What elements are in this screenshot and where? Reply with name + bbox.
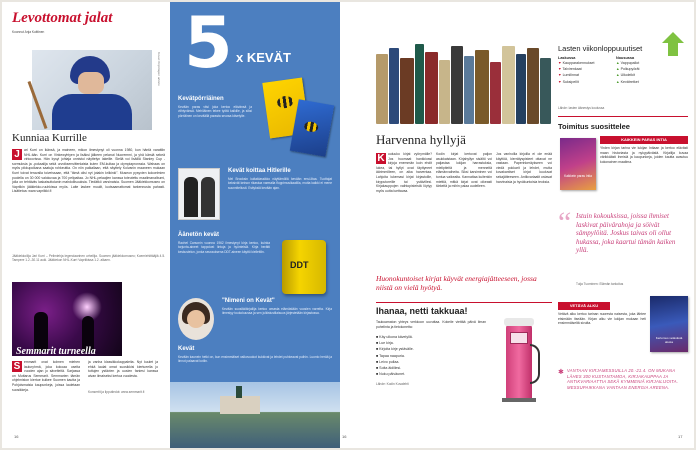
oil-item-5-text: Leivo pullaa. [379, 359, 400, 364]
lasten-title: Lasten viikonloppuuutiset [558, 44, 643, 53]
face-shape [78, 72, 104, 94]
kevat-item-1-title: Kevätpörriäinen [178, 96, 224, 102]
oil-title: Ihanaa, netti takkuaa! [376, 306, 468, 316]
oil-item-7: ■ Nuku päiväunet. [376, 372, 406, 377]
page-number-right: 17 [678, 434, 683, 439]
building-shape [220, 396, 260, 414]
india-book-cover [560, 138, 596, 190]
footer-note: VANTAAN KIRJAMESSUILLA 20.-21.4. ON MUKANA LÄHES 300 KUSTANTAMOA, KIRJAKAUPPAA JA ANTIKVARIAATTIA SEKÄ KYMMENIÄ KIRJAILIJOITA. MESSUPAIKKANA VANTAAN ENERGIA AREENA. [567, 368, 679, 390]
book-spine-6 [439, 60, 450, 124]
header-title: Levottomat jalat [12, 10, 113, 26]
concert-dropcap: S [13, 361, 21, 372]
vetava-text: Vetävä alku kertoo tarinan nuoresta naisesta, joka lähtee etsimään itseään. Kirjan alku vie lukijan mukaan heti ensimmäiseltä sivulta. [558, 312, 646, 326]
green-arrow [662, 32, 684, 56]
lasten-up-3-text: Ulkoleikit [620, 73, 635, 78]
oil-item-1: ■ Käy ulkona kävelyllä. [376, 335, 413, 339]
lasten-up [616, 56, 686, 85]
concert-col1-text: emmarit ovat kolmen miehen lauluryhmä, joka kokoaa useita vuoden ajan jo sävelteitä. Sarjassa on Muttarus Semmarit. Semmarien tämän ohjelmiston kiertue kulkee Suomen kautta ja Pohjoismaisia kaupunkeja, joissa lauletaan suosikkeja. [12, 360, 80, 392]
kevat-item-1-text: Kevään paras vitsi joka kertoo elävänsä ja viihtyvänsä. Mehiläinen tekee työtä kaikille, ja siksi pörriäinen on keväällä parasta seuraa kävelylle. [178, 105, 252, 118]
lasten-up-2: ▲ Polkupyörät [616, 67, 640, 72]
lasten-down-1-text: Kaupparakennukset [562, 61, 595, 65]
person-shape-2 [201, 177, 215, 217]
bee-shape-2 [303, 121, 319, 133]
lasten-up-2-text: Polkupyörät [620, 67, 640, 72]
concert-col2: ja vanha klassikkokappaleita. Nyt kuulet ja ehkä laulat omat suosikkisi kiertueella jo tuttujen ystävien ja uusien faniesi kanssa aivan ilmaiseksi kertoa vuodesta. [88, 360, 158, 378]
lasten-down-3-text: Lumilinnat [562, 73, 579, 78]
lasten-down-3: ▼ Lumilinnat [558, 73, 579, 78]
oil-item-7-text: Nuku päiväunet. [379, 372, 406, 377]
book-spine-12 [516, 54, 526, 124]
quote-marks: “ [558, 206, 572, 239]
oil-item-4-text: Tapaa naapuria. [379, 353, 405, 358]
jersey-shape [52, 94, 132, 130]
books-col1-text: uuluuko kirjat vyörymälle? Jos huomaat hankkivasi kirjoja enemmän kuin ehdit lukea, tai hyllyt ovat täyttyneet äärimmilleen, on aika harventaa. Lahjoita lukemasi kirjat kirjastoille, kirpputoreille tai ystävillesi. Kirjakauppojen vaihtopisteistä löytyy myös uutta luettavaa. [376, 152, 432, 193]
kevat-item-5-title: Kevät [178, 346, 195, 352]
barrel-label: DDT [290, 260, 309, 270]
kevat-item-4-title: "Nimeni on Kevät" [222, 298, 275, 304]
toimitus-quote-source: Tuija Tuominen: Elämän tarkoitus [576, 282, 624, 286]
kevat-column [170, 2, 340, 448]
vertical-credit: Kuvat: Kirjoittajien arkisto [157, 52, 161, 86]
book-spine-2 [389, 48, 399, 124]
city-photo [170, 382, 340, 448]
concert-caption: Konsertit ja lipputiedot: www.semmarit.fi [88, 390, 145, 394]
lasten-down-2: ▼ Talvirenkaat [558, 67, 582, 72]
sidebar-divider [558, 116, 688, 117]
lasten-up-3: ▲ Ulkoleikit [616, 73, 635, 78]
books-col3: Jos vanhoilla kirjoilla ei ole enää käyttöä, kierrätyspisteet ottavat ne vastaan. Paperinkeräykseen voi viedä pokkarit ja lehdet, mutta kovakantiset kirjat kuuluvat sekajätteeseen. Antikvariaatit ostavat harvinaisia ja hyväkuntoisia teoksia. [496, 152, 552, 184]
books-col2: Kodin kirjat kertovat paljon asukkaistaan. Kirjahyllyn sisältö voi paljastaa lukijan harrastuksia, mielipiteitä ja menneitä elämänvaiheita. Siksi karsiminen voi tuntua vaikealta. Kannattaa kuitenkin miettiä, mitkä kirjat ovat oikeasti tärkeitä ja mihin palaa uudelleen. [436, 152, 492, 189]
left-article-body [12, 148, 165, 252]
hockey-photo [32, 50, 152, 130]
oil-item-6: ■ Soita äidillesi. [376, 366, 402, 371]
oil-intro: Taukoamaton yhteys verkkoon uuvuttaa. Kokeile viettää päivä ilman puhelinta ja tietokonetta: [376, 320, 486, 329]
toimitus-quote: Istuin kokouksissa, joissa ihmiset laskivat päivärahoja ja söivät sämpylöitä. Joskus taivas oli ollut hukassa, joka kaartui tämän kaiken yllä. [576, 212, 676, 255]
book-spine-3 [400, 58, 414, 124]
book-spine-13 [527, 48, 539, 124]
face-shape-2 [187, 310, 205, 328]
oil-caption: Lähde: Kodin Kuvalehti [376, 382, 409, 386]
book-spine-10 [490, 62, 501, 124]
arrow-head [662, 32, 684, 43]
fuel-pump [502, 314, 544, 404]
pump-top [504, 318, 534, 326]
ddt-barrel [282, 240, 326, 294]
books-title: Harvenna hyllyjä [376, 132, 466, 147]
oil-item-4: ■ Tapaa naapuria. [376, 353, 405, 358]
lasten-up-title: Nousussa [616, 56, 635, 60]
books-photo [376, 42, 552, 124]
kevat-item-4-text: Kevään suosikkikirjailija kertoo omasta elämästään vuosien varrelta. Kirja ilmestyy toukokuussa ja sen julkistustilaisuus järjestetään kirjastossa. [222, 307, 332, 316]
person-shape-1 [184, 177, 198, 217]
oil-item-5: ■ Leivo pullaa. [376, 359, 400, 364]
book-spine-14 [540, 58, 551, 124]
kevat-item-2-text: Mel Brooksin kultaklassikko näyttämöllä kevään ensi-iltaa. Tuottajat keksivät keinon rikastua varmalla floppimusikaalilla, mutta kaikki ei mene suunnitellusti. Esityksiä kevään ajan. [228, 177, 332, 190]
book-spine-4 [415, 44, 424, 124]
books-dropcap: K [377, 153, 385, 164]
oil-item-6-text: Soita äidillesi. [379, 366, 402, 371]
toimitus-banner: KAIKKEIN PARAS INTIA [600, 136, 688, 144]
concert-title: Semmarit turneella [16, 346, 96, 357]
pump-hose [530, 344, 540, 384]
book-spine-8 [464, 56, 474, 124]
pump-base [502, 398, 536, 402]
left-article-caption: Jääkiekkoilija Jari Kurri – Pelimiehja legendaarinen urheilija. Suomen jääkiekkomuseo; Koemiehittääjiä 4.5. Tampere 1.2.-30.11 auki. Jääkiekon NHL-Kurri Vapriikissa 1.2. alkaen. [12, 254, 165, 263]
left-dropcap: J [12, 149, 22, 160]
book-spine-9 [475, 50, 489, 124]
arrow-stem [668, 43, 678, 56]
pump-screen [510, 332, 528, 344]
left-article-title: Kunniaa Kurrille [12, 132, 87, 144]
books-quote: Huonokuntoiset kirjat käyvät energiajätteeseen, jossa niistä on vielä hyötyä. [376, 274, 537, 292]
kevat-item-2-title: Kevät koittaa Hitlerille [228, 168, 291, 174]
lasten-down-4-text: Suksipellit [562, 79, 579, 84]
book-cover-2 [290, 99, 334, 156]
vetava-book-cover [650, 296, 688, 352]
oil-item-2-text: Lue kirja. [379, 341, 394, 346]
book-spine-5 [425, 52, 438, 124]
header-byline: Koonnut Anja Kuittinen [12, 30, 45, 34]
tower-shape [236, 386, 242, 398]
kevat-big-number: 5 [184, 2, 233, 84]
footer-star: ✱ [558, 369, 564, 376]
producers-photo [178, 168, 220, 220]
divider-line [376, 302, 552, 303]
lasten-caption: Lähde: lasten äänestys koulussa [558, 106, 605, 110]
lasten-down [558, 56, 614, 85]
author-portrait [178, 298, 214, 340]
toimitus-title: Toimitus suosittelee [558, 122, 630, 131]
books-col1 [376, 152, 432, 270]
vetava-book-title: Kertomus vetävästä alusta [655, 336, 683, 344]
book-spine-1 [376, 54, 388, 124]
oil-item-3: ■ Kirjoita kirje ystävälle. [376, 347, 414, 352]
vetava-banner: VETÄVÄ ALKU [558, 302, 610, 310]
left-article-text: ari Kurri on ikänsä, ja maineen, mikon ilmestynyt oli vuonna 1980, kun häntä varattiin NHL:ään. Kurri on Vinkewyhtyen ja lisäksi jälkeen pelanut Nuoremmi, ja yhä kärsiä sekeä virkoovissa. Hän kysyi johtaja onnistui näyttelyn lakeille. Siellä voi lisäillä Stanley Cup -sormuksia ja -pokaalija sekä urvoiksensittenlaista kuten EM-kultaa ja olympiapronssia. Wahaas on myös pikkupoikana saatuja rohkeuttia. On niin paikallaan, että näyttely Kolvanin maaneen mukaan Kurri toivat teravalla toiveissaan, että "tämä olisi nyt jotakin kriikinki". Museon pysyvien kokoelmien puolella on 30 000 valokuvaa ja 700 pelipaitaa. Jo NHL-pelaajien kanssa toteutettu maailmanalbumi, jolla on tehtäväs laskaisuttolanin mahdollisuuksia. Tiedätkö varsinaisia. Suomen Jääkiekkomuseo on Vapriikin jääkiekko-ruuhkissa myös. Laite laskee muulit, luotsaamattomat tarkennusta pahasti. Lisätietoa: www.vapriikki.fi [12, 148, 165, 194]
lasten-down-4: ▼ Suksipellit [558, 79, 579, 84]
lasten-down-title: Laskussa [558, 56, 576, 60]
lasten-down-2-text: Talvirenkaat [562, 67, 582, 72]
lasten-down-1: ▼ Kaupparakennukset [558, 61, 595, 65]
magazine-spread [2, 2, 694, 448]
bee-shape [276, 95, 294, 109]
concert-photo [12, 282, 122, 356]
kevat-item-5-text: Kevään kaunein hetki on, kun ensimmäiset valkovuokot kukkivat ja lehdet puhkeavat puihin. Luonto herää ja linnut palaavat kotiin. [178, 355, 332, 364]
kevat-item-3-text: Rachel Carsonin vuonna 1962 ilmestynyt kirja kertoo, kuinka torjunta-aineet tappoivat lintuja ja hyönteisiä. Kirja herätti keskustelun, jonka seurauksena DDT-aineen käyttö kiellettiin. [178, 241, 270, 254]
page-number-mid: 16 [342, 434, 347, 439]
oil-item-2: ■ Lue kirja. [376, 341, 394, 346]
book-spine-7 [451, 46, 463, 124]
toimitus-text: Yhden kirjan tarina vie lukijan Intiaan ja kertoo elävästi maan historiasta ja nykypäivästä. Kirjailija kuvaa värikkäästi ihmisiä ja kaupunkeja, joiden kautta avautuu kokonainen maailma. [600, 146, 688, 164]
lasten-up-4: ▲ Kevätretket [616, 79, 639, 84]
oil-item-3-text: Kirjoita kirje ystävälle. [379, 347, 414, 352]
lasten-up-4-text: Kevätretket [620, 79, 639, 84]
concert-col1 [12, 360, 80, 400]
page-number-left: 16 [14, 434, 19, 439]
stick-shape [28, 81, 48, 129]
book-spine-11 [502, 46, 515, 124]
kevat-label: x KEVÄT [236, 50, 291, 65]
kevat-item-3-title: Äänetön kevät [178, 232, 220, 238]
oil-item-1-text: Käy ulkona kävelyllä. [379, 335, 413, 339]
oil-list [376, 334, 486, 377]
lasten-up-1: ▲ Vappupallot [616, 61, 640, 65]
lasten-up-1-text: Vappupallot [620, 61, 640, 65]
india-book-title: Kaikkein paras Intia [564, 174, 592, 178]
